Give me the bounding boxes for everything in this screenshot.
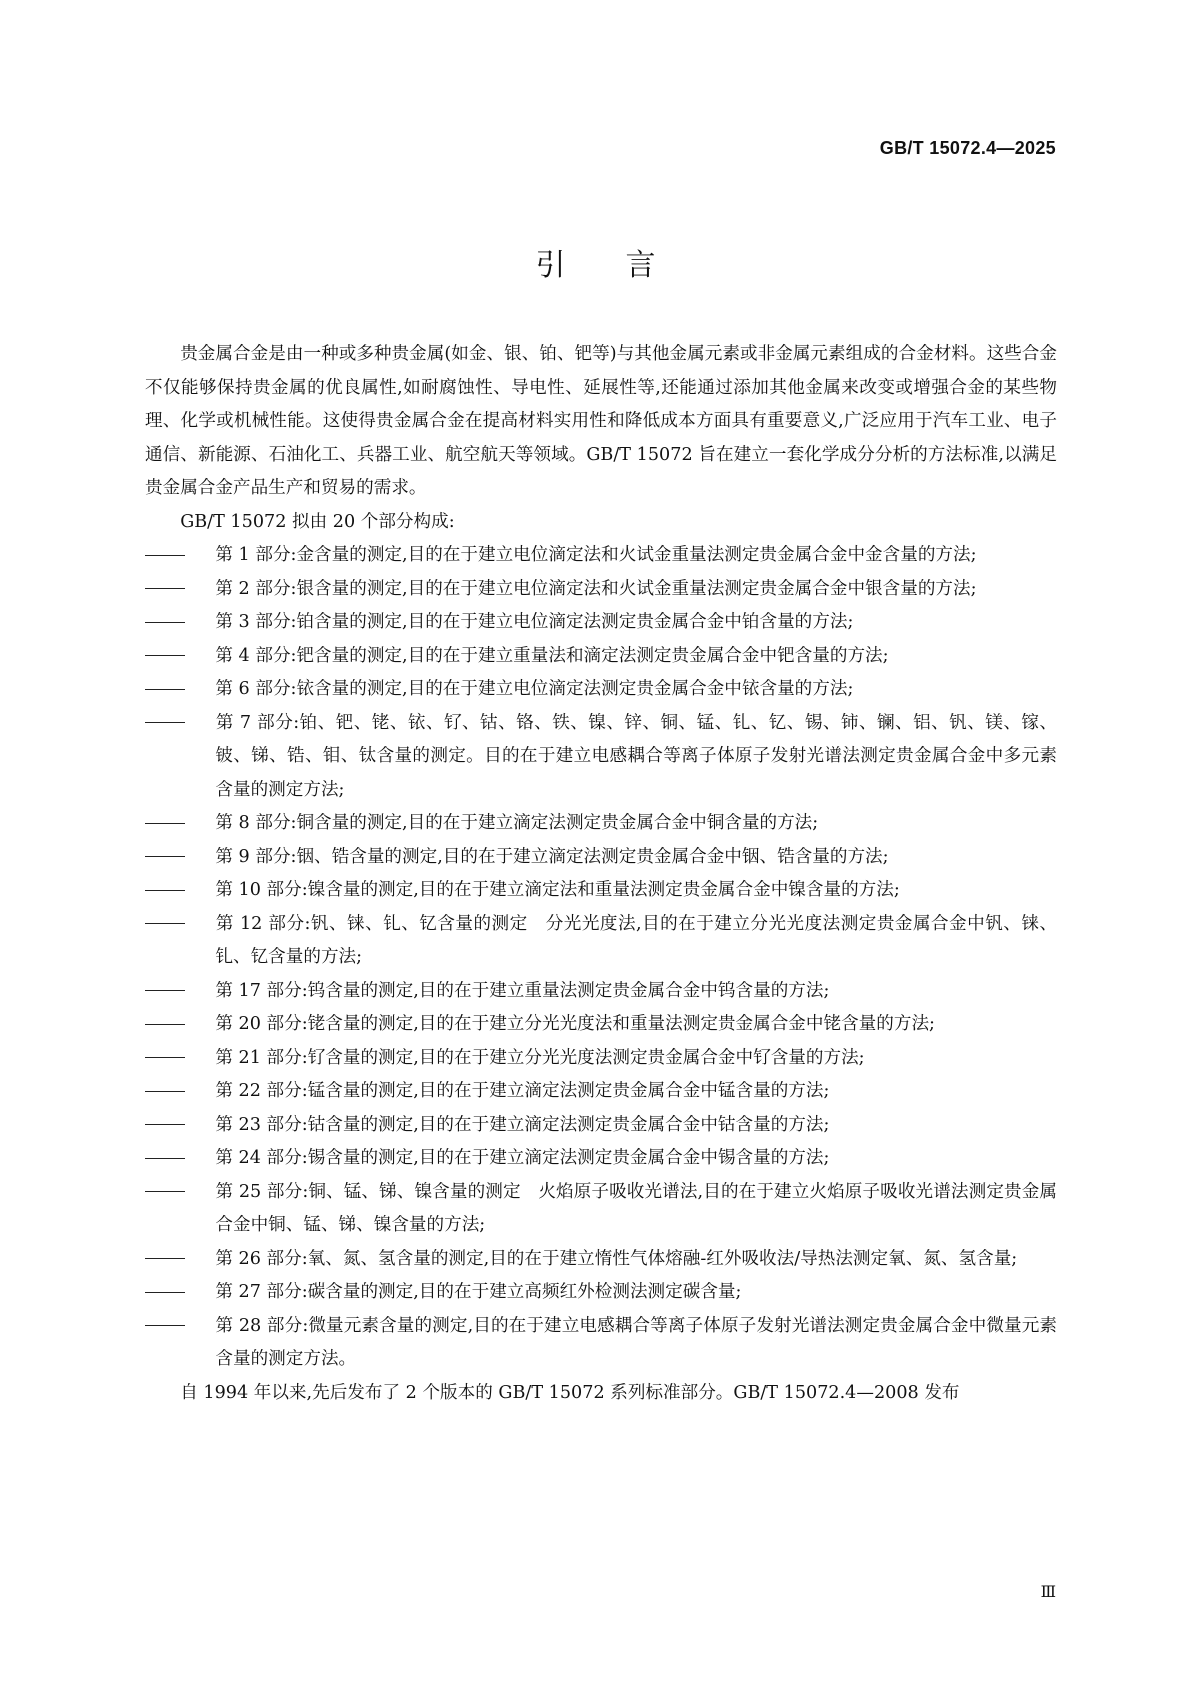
standard-number: GB/T 15072.4—2025 [879, 138, 1056, 158]
list-item [145, 1008, 1057, 1042]
list-item-text: 第 8 部分:铜含量的测定,目的在于建立滴定法测定贵金属合金中铜含量的方法; [215, 813, 819, 833]
list-item [145, 539, 1057, 573]
em-dash-marker [180, 573, 215, 607]
list-item [145, 673, 1057, 707]
em-dash-marker [180, 1176, 215, 1210]
em-dash-marker [180, 975, 215, 1009]
em-dash-marker [180, 1310, 215, 1344]
list-item-content [180, 606, 1057, 640]
list-item [145, 975, 1057, 1009]
list-item-content [180, 908, 1057, 975]
list-item-content [180, 673, 1057, 707]
intro-paragraph: 贵金属合金是由一种或多种贵金属(如金、银、铂、钯等)与其他金属元素或非金属元素组成的合金材料。这些合金不仅能够保持贵金属的优良属性,如耐腐蚀性、导电性、延展性等,还能通过添加其他金属来改变或增强合金的某些物理、化学或机械性能。这使得贵金属合金在提高材料实用性和降低成本方面具有重要意义,广泛应用于汽车工业、电子通信、新能源、石油化工、兵器工业、航空航天等领域。GB/T 15072 旨在建立一套化学成分分析的方法标准,以满足贵金属合金产品生产和贸易的需求。 [145, 344, 1057, 498]
list-item [145, 807, 1057, 841]
list-item [145, 1142, 1057, 1176]
em-dash-marker [180, 1042, 215, 1076]
em-dash-marker [180, 1142, 215, 1176]
em-dash-marker [180, 841, 215, 875]
em-dash-marker [180, 1243, 215, 1277]
list-item-content [180, 573, 1057, 607]
list-item-content [180, 640, 1057, 674]
list-item [145, 1276, 1057, 1310]
list-item-content [180, 707, 1057, 808]
list-item-content [180, 1008, 1057, 1042]
em-dash-marker [180, 673, 215, 707]
list-item-text: 第 1 部分:金含量的测定,目的在于建立电位滴定法和火试金重量法测定贵金属合金中金含量的方法; [215, 545, 977, 565]
list-item-content [180, 1176, 1057, 1243]
em-dash-marker [180, 640, 215, 674]
list-item [145, 573, 1057, 607]
list-item [145, 640, 1057, 674]
list-item [145, 1075, 1057, 1109]
list-item-text: 第 12 部分:钒、铼、钆、钇含量的测定 分光光度法,目的在于建立分光光度法测定贵金属合金中钒、铼、钆、钇含量的方法; [215, 913, 1057, 967]
list-item-text: 第 10 部分:镍含量的测定,目的在于建立滴定法和重量法测定贵金属合金中镍含量的方法; [215, 880, 900, 900]
list-item-text: 第 20 部分:铑含量的测定,目的在于建立分光光度法和重量法测定贵金属合金中铑含量的方法; [215, 1014, 935, 1034]
page-number: Ⅲ [1040, 1582, 1056, 1601]
list-item-content [180, 1243, 1057, 1277]
parts-list [145, 539, 1057, 1377]
list-item-text: 第 26 部分:氧、氮、氢含量的测定,目的在于建立惰性气体熔融-红外吸收法/导热法测定氧、氮、氢含量; [215, 1248, 1018, 1269]
closing-paragraph: 自 1994 年以来,先后发布了 2 个版本的 GB/T 15072 系列标准部分。GB/T 15072.4—2008 发布 [180, 1382, 960, 1403]
list-item-text: 第 22 部分:锰含量的测定,目的在于建立滴定法测定贵金属合金中锰含量的方法; [215, 1081, 830, 1101]
list-item-text: 第 27 部分:碳含量的测定,目的在于建立高频红外检测法测定碳含量; [215, 1282, 742, 1302]
list-item-text: 第 28 部分:微量元素含量的测定,目的在于建立电感耦合等离子体原子发射光谱法测定贵金属合金中微量元素含量的测定方法。 [215, 1315, 1057, 1369]
list-item-text: 第 2 部分:银含量的测定,目的在于建立电位滴定法和火试金重量法测定贵金属合金中银含量的方法; [215, 578, 977, 599]
list-item [145, 1042, 1057, 1076]
list-item-text: 第 3 部分:铂含量的测定,目的在于建立电位滴定法测定贵金属合金中铂含量的方法; [215, 612, 854, 632]
em-dash-marker [180, 539, 215, 573]
list-item [145, 1176, 1057, 1243]
em-dash-marker [180, 908, 215, 942]
list-item-content [180, 1075, 1057, 1109]
list-item-text: 第 21 部分:钌含量的测定,目的在于建立分光光度法测定贵金属合金中钌含量的方法; [215, 1047, 865, 1068]
em-dash-marker [180, 1109, 215, 1143]
list-item-content [180, 1042, 1057, 1076]
list-item-text: 第 7 部分:铂、钯、铑、铱、钌、钴、铬、铁、镍、锌、铜、锰、钆、钇、锡、铈、镧、铝、钒、镁、镓、铍、锑、锆、钼、钛含量的测定。目的在于建立电感耦合等离子体原子发射光谱法测定贵金属合金中多元素含量的测定方法; [215, 712, 1057, 800]
list-item-content [180, 1109, 1057, 1143]
list-item [145, 908, 1057, 975]
em-dash-marker [180, 874, 215, 908]
list-item-text: 第 9 部分:铟、锆含量的测定,目的在于建立滴定法测定贵金属合金中铟、锆含量的方法; [215, 846, 889, 867]
em-dash-marker [180, 1008, 215, 1042]
page-title: 引言 [535, 248, 716, 283]
em-dash-marker [180, 606, 215, 640]
list-item-content [180, 874, 1057, 908]
em-dash-marker [180, 1276, 215, 1310]
list-item [145, 1310, 1057, 1377]
list-item [145, 841, 1057, 875]
list-item-content [180, 975, 1057, 1009]
list-item-content [180, 1310, 1057, 1377]
list-item [145, 1109, 1057, 1143]
em-dash-marker [180, 1075, 215, 1109]
list-item [145, 606, 1057, 640]
em-dash-marker [180, 807, 215, 841]
list-item-content [180, 1142, 1057, 1176]
list-item-content [180, 1276, 1057, 1310]
list-item-text: 第 24 部分:锡含量的测定,目的在于建立滴定法测定贵金属合金中锡含量的方法; [215, 1148, 830, 1168]
list-item [145, 874, 1057, 908]
list-item [145, 1243, 1057, 1277]
list-item-text: 第 17 部分:钨含量的测定,目的在于建立重量法测定贵金属合金中钨含量的方法; [215, 980, 830, 1001]
parts-intro: GB/T 15072 拟由 20 个部分构成: [180, 511, 455, 532]
list-item-text: 第 4 部分:钯含量的测定,目的在于建立重量法和滴定法测定贵金属合金中钯含量的方法; [215, 645, 889, 666]
em-dash-marker [180, 707, 215, 741]
list-item-text: 第 23 部分:钴含量的测定,目的在于建立滴定法测定贵金属合金中钴含量的方法; [215, 1114, 830, 1135]
list-item-text: 第 6 部分:铱含量的测定,目的在于建立电位滴定法测定贵金属合金中铱含量的方法; [215, 679, 854, 699]
list-item-content [180, 807, 1057, 841]
document-body [145, 338, 1057, 1410]
list-item [145, 707, 1057, 808]
list-item-text: 第 25 部分:铜、锰、锑、镍含量的测定 火焰原子吸收光谱法,目的在于建立火焰原子吸收光谱法测定贵金属合金中铜、锰、锑、镍含量的方法; [215, 1181, 1057, 1235]
list-item-content [180, 841, 1057, 875]
list-item-content [180, 539, 1057, 573]
